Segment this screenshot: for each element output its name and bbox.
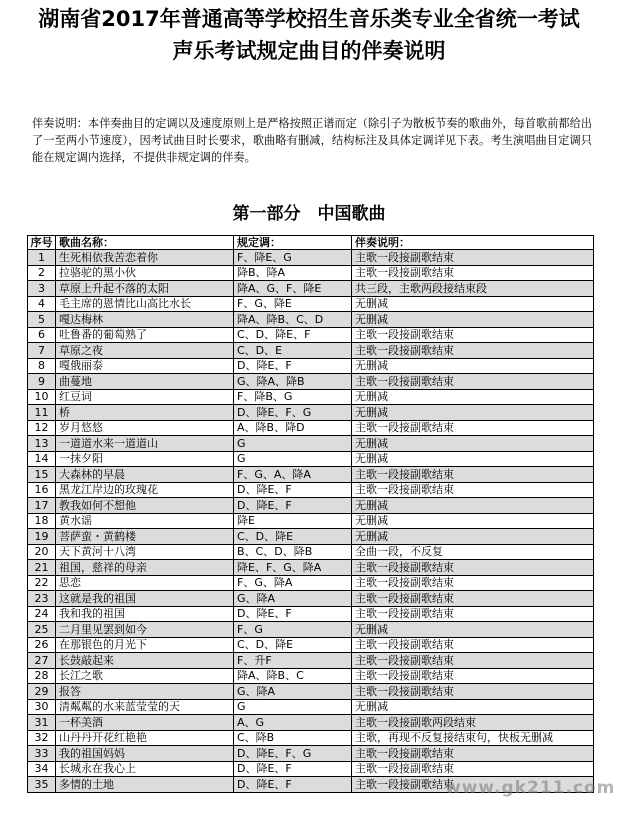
song-name: 黄水谣 xyxy=(56,513,234,529)
header-song-name: 歌曲名称： xyxy=(56,236,234,250)
song-key: G xyxy=(234,699,352,715)
song-note: 无删减 xyxy=(352,513,594,529)
song-key: C、降B xyxy=(234,730,352,746)
table-row xyxy=(28,327,594,343)
song-name: 我和我的祖国 xyxy=(56,606,234,622)
song-note: 无删减 xyxy=(352,699,594,715)
song-note: 主歌，再现不反复接结束句，快板无删减 xyxy=(352,730,594,746)
song-number: 33 xyxy=(28,746,56,762)
song-key: D、降E、F、G xyxy=(234,405,352,421)
table-row xyxy=(28,730,594,746)
song-key: G xyxy=(234,436,352,452)
song-number: 17 xyxy=(28,498,56,514)
song-name: 桥 xyxy=(56,405,234,421)
song-name: 岁月悠悠 xyxy=(56,420,234,436)
song-key: B、C、D、降B xyxy=(234,544,352,560)
song-name: 一杯美酒 xyxy=(56,715,234,731)
song-key: 降A、降B、C xyxy=(234,668,352,684)
song-name: 吐鲁番的葡萄熟了 xyxy=(56,327,234,343)
song-note: 无删减 xyxy=(352,389,594,405)
song-name: 黑龙江岸边的玫瑰花 xyxy=(56,482,234,498)
table-row xyxy=(28,591,594,607)
header-note: 伴奏说明： xyxy=(352,236,594,250)
song-name: 嘎达梅林 xyxy=(56,312,234,328)
song-number: 5 xyxy=(28,312,56,328)
song-note: 无删减 xyxy=(352,436,594,452)
song-name: 一道道水来一道道山 xyxy=(56,436,234,452)
song-note: 主歌一段接副歌结束 xyxy=(352,560,594,576)
song-number: 12 xyxy=(28,420,56,436)
table-row xyxy=(28,529,594,545)
song-number: 19 xyxy=(28,529,56,545)
song-name: 山丹丹开花红艳艳 xyxy=(56,730,234,746)
song-key: A、G xyxy=(234,715,352,731)
table-row xyxy=(28,699,594,715)
table-row xyxy=(28,498,594,514)
song-note: 无删减 xyxy=(352,498,594,514)
song-number: 16 xyxy=(28,482,56,498)
song-number: 11 xyxy=(28,405,56,421)
song-number: 27 xyxy=(28,653,56,669)
song-number: 14 xyxy=(28,451,56,467)
table-header-row xyxy=(28,236,594,250)
table-row xyxy=(28,265,594,281)
table-row xyxy=(28,436,594,452)
song-key: A、降B、降D xyxy=(234,420,352,436)
song-key: F、G、降A xyxy=(234,575,352,591)
song-note: 主歌一段接副歌结束 xyxy=(352,684,594,700)
song-key: 降B、降A xyxy=(234,265,352,281)
song-key: F、降E、G xyxy=(234,250,352,266)
table-row xyxy=(28,560,594,576)
song-note: 主歌一段接副歌结束 xyxy=(352,265,594,281)
song-name: 我的祖国妈妈 xyxy=(56,746,234,762)
song-name: 在那银色的月光下 xyxy=(56,637,234,653)
table-body xyxy=(28,250,594,793)
header-key: 规定调： xyxy=(234,236,352,250)
song-number: 8 xyxy=(28,358,56,374)
table-row xyxy=(28,374,594,390)
song-number: 3 xyxy=(28,281,56,297)
song-key: D、降E、F xyxy=(234,358,352,374)
song-key: D、降E、F、G xyxy=(234,746,352,762)
table-row xyxy=(28,343,594,359)
song-note: 无删减 xyxy=(352,312,594,328)
song-note: 主歌一段接副歌结束 xyxy=(352,637,594,653)
song-name: 长城永在我心上 xyxy=(56,761,234,777)
song-note: 主歌一段接副歌结束 xyxy=(352,653,594,669)
song-number: 10 xyxy=(28,389,56,405)
song-name: 报答 xyxy=(56,684,234,700)
song-name: 长鼓敲起来 xyxy=(56,653,234,669)
song-note: 主歌一段接副歌结束 xyxy=(352,327,594,343)
song-note: 无删减 xyxy=(352,358,594,374)
song-key: G、降A xyxy=(234,591,352,607)
song-key: F、G、A、降A xyxy=(234,467,352,483)
song-number: 24 xyxy=(28,606,56,622)
song-key: C、D、E xyxy=(234,343,352,359)
table-row xyxy=(28,622,594,638)
song-note: 无删减 xyxy=(352,622,594,638)
song-number: 13 xyxy=(28,436,56,452)
song-note: 主歌一段接副歌结束 xyxy=(352,761,594,777)
song-name: 多情的土地 xyxy=(56,777,234,793)
song-name: 草原之夜 xyxy=(56,343,234,359)
song-number: 18 xyxy=(28,513,56,529)
song-number: 31 xyxy=(28,715,56,731)
song-note: 无删减 xyxy=(352,451,594,467)
song-key: D、降E、F xyxy=(234,482,352,498)
table-row xyxy=(28,653,594,669)
song-key: G、降A xyxy=(234,684,352,700)
table-row xyxy=(28,467,594,483)
song-number: 6 xyxy=(28,327,56,343)
song-note: 无删减 xyxy=(352,529,594,545)
song-note: 主歌一段接副歌结束 xyxy=(352,575,594,591)
table-row xyxy=(28,281,594,297)
song-name: 毛主席的恩情比山高比水长 xyxy=(56,296,234,312)
song-key: D、降E、F xyxy=(234,777,352,793)
song-name: 大森林的早晨 xyxy=(56,467,234,483)
song-note: 主歌一段接副歌结束 xyxy=(352,777,594,793)
table-row xyxy=(28,312,594,328)
song-number: 28 xyxy=(28,668,56,684)
song-key: C、D、降E、F xyxy=(234,327,352,343)
song-key: F、升F xyxy=(234,653,352,669)
table-row xyxy=(28,250,594,266)
song-number: 2 xyxy=(28,265,56,281)
song-key: D、降E、F xyxy=(234,498,352,514)
document-title-line1: 湖南省2017年普通高等学校招生音乐类专业全省统一考试 xyxy=(38,7,580,31)
song-number: 34 xyxy=(28,761,56,777)
song-number: 35 xyxy=(28,777,56,793)
table-row xyxy=(28,668,594,684)
song-note: 主歌一段接副歌结束 xyxy=(352,420,594,436)
song-name: 思恋 xyxy=(56,575,234,591)
song-number: 15 xyxy=(28,467,56,483)
song-name: 二月里见罢到如今 xyxy=(56,622,234,638)
table-row xyxy=(28,715,594,731)
song-key: C、D、降E xyxy=(234,637,352,653)
watermark: www.gk211.com xyxy=(445,778,616,798)
song-note: 主歌一段接副歌结束 xyxy=(352,606,594,622)
header-number: 序号 xyxy=(28,236,56,250)
song-number: 7 xyxy=(28,343,56,359)
table-row xyxy=(28,746,594,762)
song-note: 主歌一段接副歌结束 xyxy=(352,374,594,390)
song-number: 1 xyxy=(28,250,56,266)
song-name: 曲蔓地 xyxy=(56,374,234,390)
song-name: 菩萨蛮・黄鹤楼 xyxy=(56,529,234,545)
song-table xyxy=(27,235,594,793)
table-row xyxy=(28,513,594,529)
table-row xyxy=(28,405,594,421)
table-row xyxy=(28,637,594,653)
accompaniment-intro-paragraph: 伴奏说明：本伴奏曲目的定调以及速度原则上是严格按照正谱而定（除引子为散板节奏的歌曲外，每首歌前都给出了一至两小节速度），因考试曲目时长要求，歌曲略有删减，结构标注及具体定调详见下表。考生演唱曲目定调只能在规定调内选择，不提供非规定调的伴奏。 xyxy=(32,117,592,164)
song-number: 20 xyxy=(28,544,56,560)
table-row xyxy=(28,296,594,312)
song-note: 主歌一段接副歌两段结束 xyxy=(352,715,594,731)
song-note: 全曲一段，不反复 xyxy=(352,544,594,560)
song-key: C、D、降E xyxy=(234,529,352,545)
song-name: 天下黄河十八湾 xyxy=(56,544,234,560)
song-number: 30 xyxy=(28,699,56,715)
song-number: 21 xyxy=(28,560,56,576)
song-key: 降A、G、F、降E xyxy=(234,281,352,297)
table-row xyxy=(28,544,594,560)
song-number: 23 xyxy=(28,591,56,607)
table-row xyxy=(28,420,594,436)
song-key: F、降B、G xyxy=(234,389,352,405)
song-note: 无删减 xyxy=(352,405,594,421)
song-name: 祖国，慈祥的母亲 xyxy=(56,560,234,576)
song-name: 嘎俄丽泰 xyxy=(56,358,234,374)
song-key: G xyxy=(234,451,352,467)
song-name: 生死相依我苦恋着你 xyxy=(56,250,234,266)
table-row xyxy=(28,389,594,405)
table-row xyxy=(28,482,594,498)
song-name: 红豆词 xyxy=(56,389,234,405)
song-number: 26 xyxy=(28,637,56,653)
song-name: 草原上升起不落的太阳 xyxy=(56,281,234,297)
song-note: 主歌一段接副歌结束 xyxy=(352,467,594,483)
song-name: 长江之歌 xyxy=(56,668,234,684)
song-key: G、降A、降B xyxy=(234,374,352,390)
section-title: 第一部分 中国歌曲 xyxy=(232,204,386,224)
table-row xyxy=(28,761,594,777)
table-row xyxy=(28,451,594,467)
song-key: D、降E、F xyxy=(234,761,352,777)
song-key: F、G、降E xyxy=(234,296,352,312)
table-row xyxy=(28,684,594,700)
song-number: 32 xyxy=(28,730,56,746)
table-row xyxy=(28,606,594,622)
song-key: 降A、降B、C、D xyxy=(234,312,352,328)
song-name: 清粼粼的水来蓝莹莹的天 xyxy=(56,699,234,715)
song-note: 主歌一段接副歌结束 xyxy=(352,482,594,498)
song-number: 9 xyxy=(28,374,56,390)
document-title-line2: 声乐考试规定曲目的伴奏说明 xyxy=(172,39,446,63)
table-row xyxy=(28,358,594,374)
table-row xyxy=(28,575,594,591)
song-number: 25 xyxy=(28,622,56,638)
song-note: 主歌一段接副歌结束 xyxy=(352,591,594,607)
song-note: 主歌一段接副歌结束 xyxy=(352,746,594,762)
song-name: 一抹夕阳 xyxy=(56,451,234,467)
song-note: 共三段，主歌两段接结束段 xyxy=(352,281,594,297)
song-note: 主歌一段接副歌结束 xyxy=(352,250,594,266)
song-key: 降E xyxy=(234,513,352,529)
song-note: 主歌一段接副歌结束 xyxy=(352,668,594,684)
song-key: F、G xyxy=(234,622,352,638)
song-key: D、降E、F xyxy=(234,606,352,622)
song-number: 22 xyxy=(28,575,56,591)
song-note: 主歌一段接副歌结束 xyxy=(352,343,594,359)
song-number: 29 xyxy=(28,684,56,700)
song-name: 这就是我的祖国 xyxy=(56,591,234,607)
song-name: 拉骆驼的黑小伙 xyxy=(56,265,234,281)
song-name: 教我如何不想他 xyxy=(56,498,234,514)
song-key: 降E、F、G、降A xyxy=(234,560,352,576)
song-note: 无删减 xyxy=(352,296,594,312)
song-number: 4 xyxy=(28,296,56,312)
